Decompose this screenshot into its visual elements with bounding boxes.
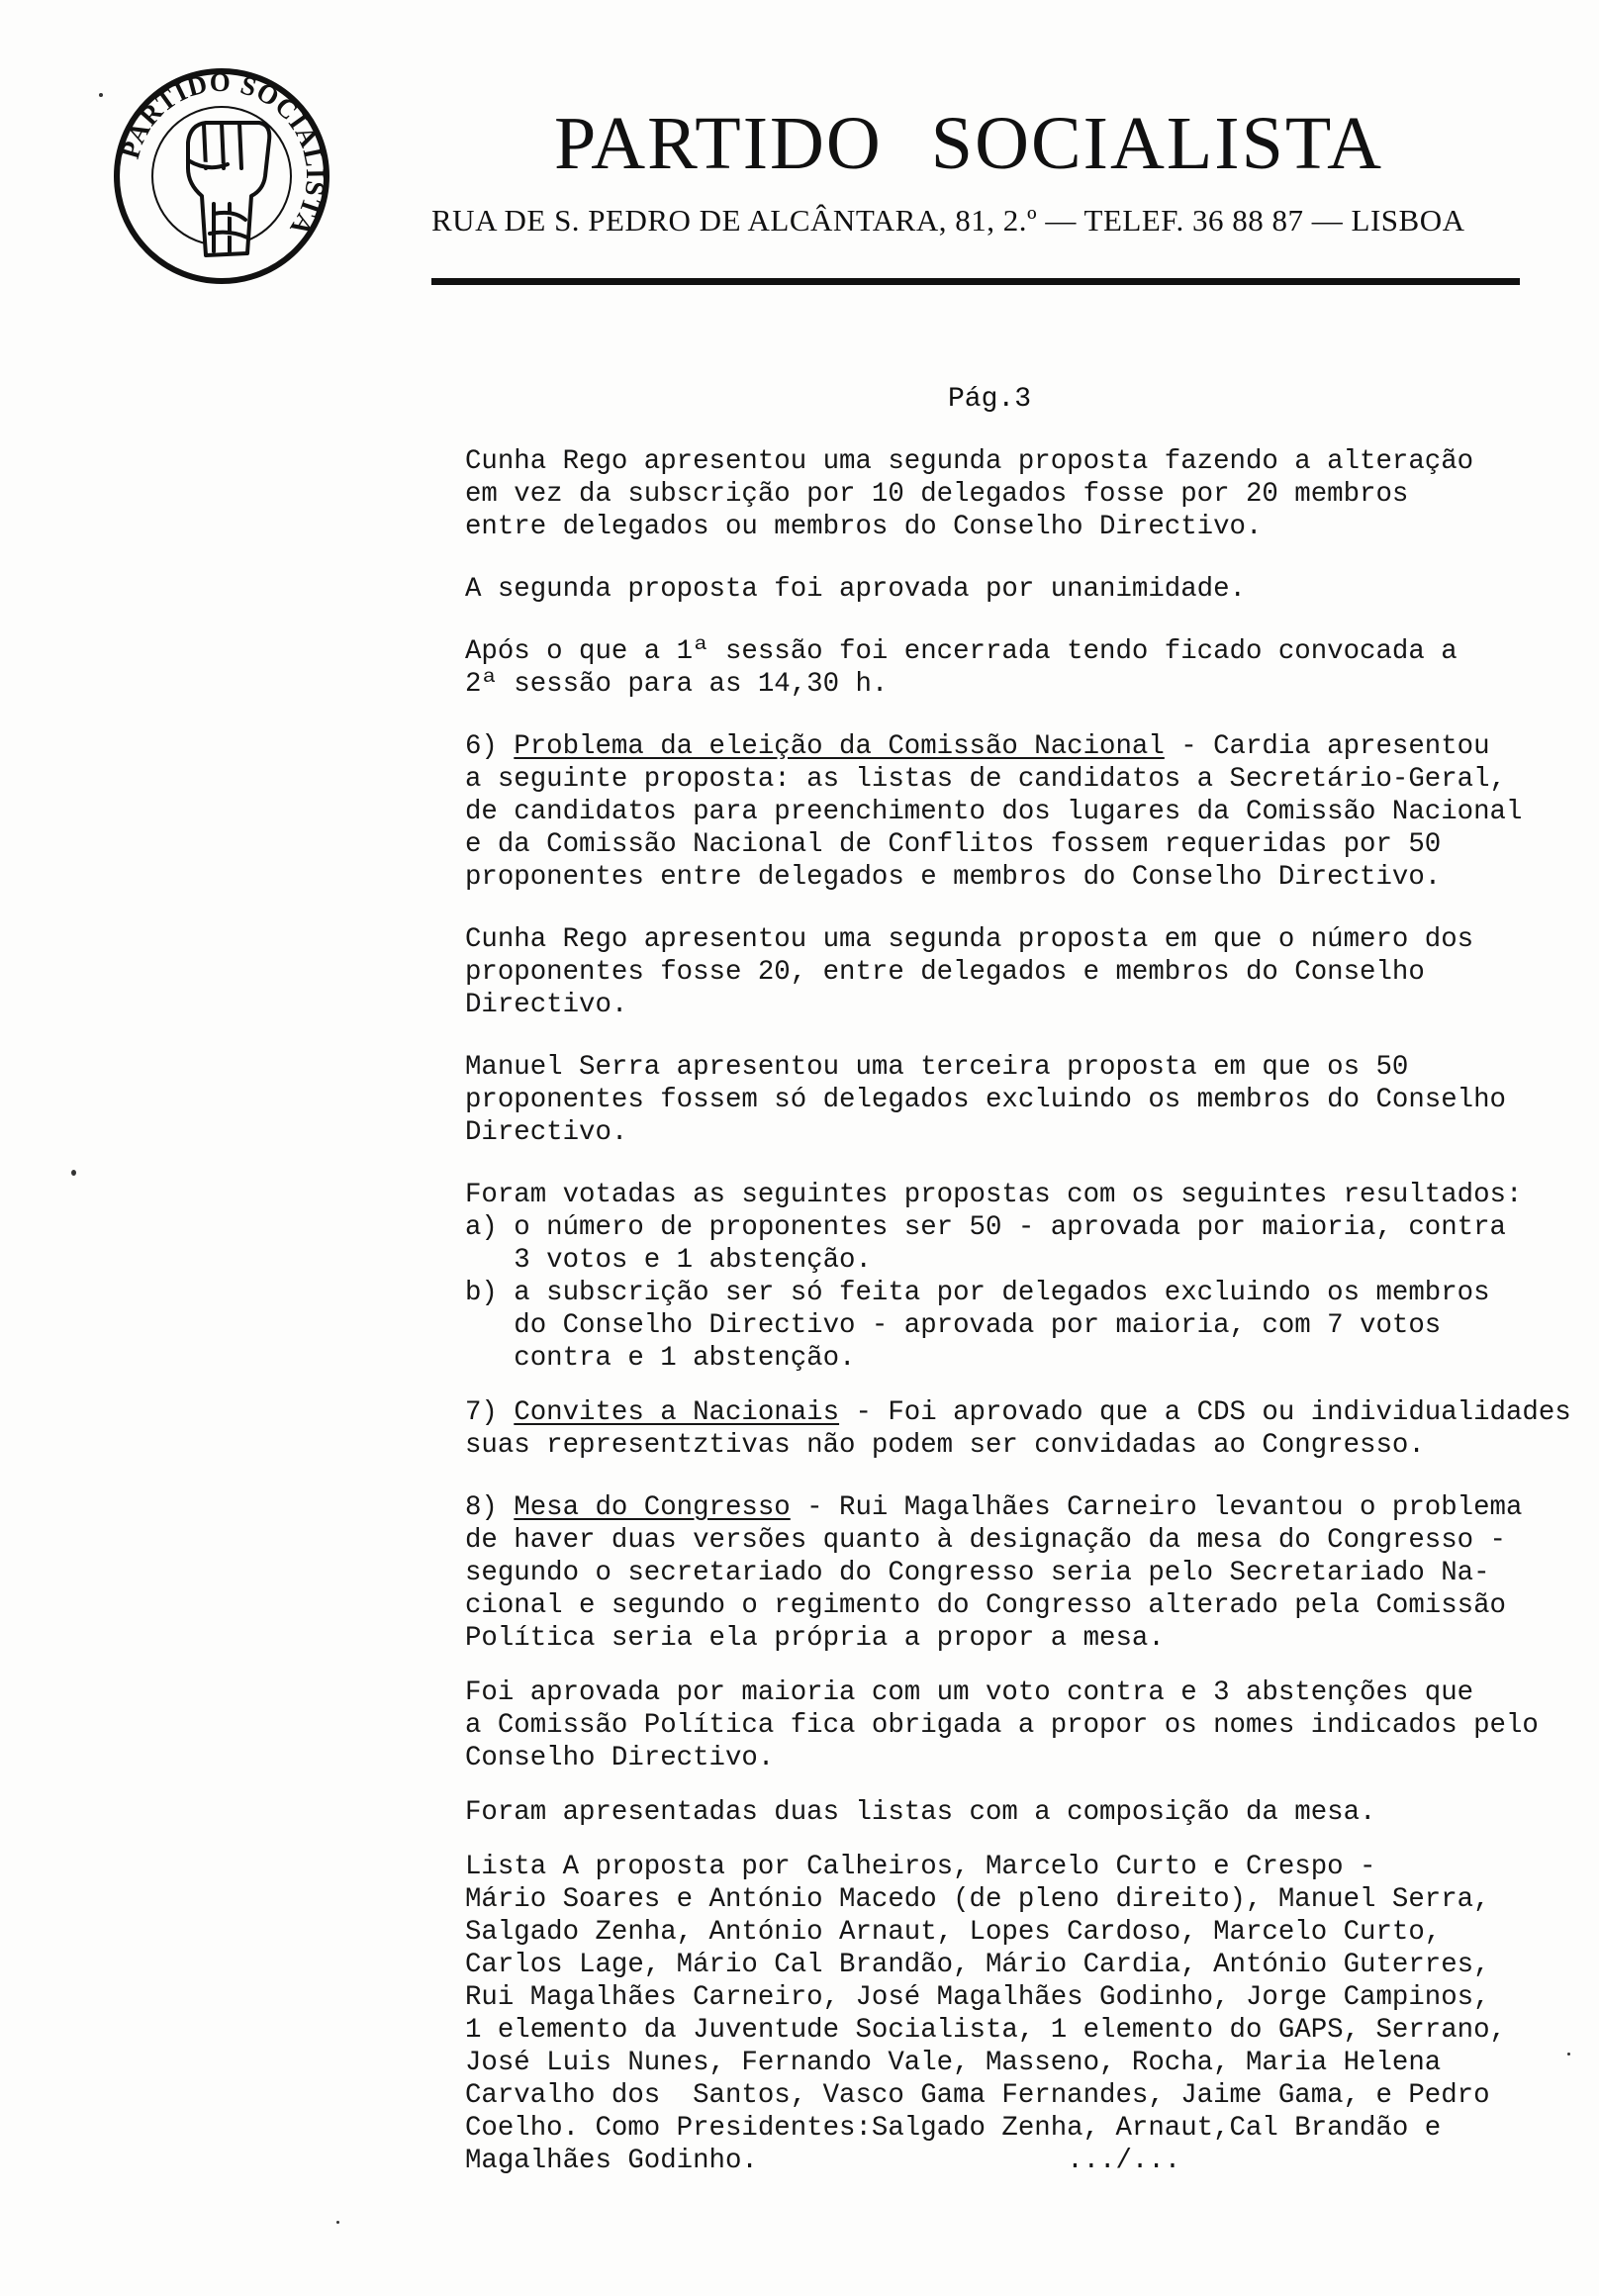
text-line: Após o que a 1ª sessão foi encerrada tendo ficado convocada a [465, 636, 1458, 667]
text-line: Mário Soares e António Macedo (de pleno direito), Manuel Serra, [465, 1884, 1490, 1915]
text-line: Política seria ela própria a propor a mesa. [465, 1623, 1165, 1654]
text-line: Directivo. [465, 1117, 628, 1148]
text-line: Rui Magalhães Carneiro, José Magalhães Godinho, Jorge Campinos, [465, 1982, 1490, 2013]
paragraph-manuel-serra [465, 1051, 1593, 1149]
text-line: a) o número de proponentes ser 50 - aprovada por maioria, contra [465, 1212, 1506, 1243]
party-name: PARTIDO SOCIALISTA [554, 102, 1384, 185]
paragraph-session-close [465, 635, 1593, 701]
text-line: proponentes fossem só delegados excluindo os membros do Conselho [465, 1085, 1506, 1115]
text-line: do Conselho Directivo - aprovada por maioria, com 7 votos [465, 1310, 1442, 1341]
party-logo [111, 65, 332, 287]
text-line: Carvalho dos Santos, Vasco Gama Fernandes, Jaime Gama, e Pedro [465, 2080, 1490, 2111]
text-line: Manuel Serra apresentou uma terceira proposta em que os 50 [465, 1052, 1409, 1083]
text-line: contra e 1 abstenção. [465, 1343, 856, 1374]
text-line: Foram votadas as seguintes propostas com os seguintes resultados: [465, 1180, 1523, 1210]
paragraph-votes [465, 1179, 1593, 1375]
text-line: de haver duas versões quanto à designação da mesa do Congresso - [465, 1525, 1506, 1556]
party-address: RUA DE S. PEDRO DE ALCÂNTARA, 81, 2.º — TELEF. 36 88 87 — LISBOA [431, 203, 1465, 238]
continuation-mark: .../... [1067, 2146, 1181, 2176]
text-line: e da Comissão Nacional de Conflitos fossem requeridas por 50 [465, 829, 1442, 860]
text-line: segundo o secretariado do Congresso seria pelo Secretariado Na- [465, 1558, 1490, 1588]
text-line: Coelho. Como Presidentes:Salgado Zenha, Arnaut,Cal Brandão e [465, 2113, 1442, 2144]
text-line: b) a subscrição ser só feita por delegados excluindo os membros [465, 1278, 1490, 1308]
text-line: a seguinte proposta: as listas de candidatos a Secretário-Geral, [465, 764, 1506, 795]
text-line: Foram apresentadas duas listas com a composição da mesa. [465, 1797, 1376, 1828]
text-line: entre delegados ou membros do Conselho Directivo. [465, 512, 1263, 542]
header-divider [431, 278, 1520, 285]
item-number: 6) [465, 731, 515, 762]
text-line: José Luis Nunes, Fernando Vale, Masseno, Rocha, Maria Helena [465, 2048, 1442, 2078]
fist-rose-emblem-icon [111, 65, 332, 287]
text-line: Lista A proposta por Calheiros, Marcelo Curto e Crespo - [465, 1852, 1376, 1882]
speck [71, 1170, 76, 1176]
text-line: de candidatos para preenchimento dos lugares da Comissão Nacional [465, 797, 1523, 827]
page-number: Pág.3 [948, 384, 1032, 415]
paragraph-item-8 [465, 1491, 1593, 1655]
text-line: - Cardia apresentou [1164, 731, 1490, 762]
paragraph-second-proposal [465, 445, 1593, 543]
text-line: - Foi aprovado que a CDS ou individualidades [839, 1397, 1571, 1428]
text-line: Salgado Zenha, António Arnaut, Lopes Cardoso, Marcelo Curto, [465, 1917, 1442, 1948]
text-line: A segunda proposta foi aprovada por unanimidade. [465, 574, 1246, 605]
minutes-body [465, 445, 1593, 2177]
text-line: 1 elemento da Juventude Socialista, 1 elemento do GAPS, Serrano, [465, 2015, 1506, 2046]
paragraph-unanimity [465, 573, 1593, 606]
text-line: Magalhães Godinho. [465, 2146, 758, 2176]
speck [99, 93, 103, 97]
text-line: proponentes fosse 20, entre delegados e membros do Conselho [465, 957, 1425, 988]
paragraph-approval [465, 1676, 1593, 1774]
paragraph-lists [465, 1796, 1593, 1829]
text-line: Foi aprovada por maioria com um voto contra e 3 abstenções que [465, 1677, 1474, 1708]
paragraph-item-7 [465, 1396, 1593, 1462]
speck [336, 2221, 339, 2224]
item-heading: Problema da eleição da Comissão Nacional [514, 731, 1165, 762]
item-heading: Mesa do Congresso [514, 1492, 791, 1523]
text-line: suas representztivas não podem ser convidadas ao Congresso. [465, 1430, 1425, 1461]
paragraph-cunha-rego [465, 923, 1593, 1021]
text-line: em vez da subscrição por 10 delegados fosse por 20 membros [465, 479, 1409, 510]
speck [1567, 2053, 1570, 2056]
text-line: Directivo. [465, 990, 628, 1020]
text-line: Cunha Rego apresentou uma segunda proposta fazendo a alteração [465, 446, 1474, 477]
text-line: Cunha Rego apresentou uma segunda proposta em que o número dos [465, 924, 1474, 955]
text-line: 2ª sessão para as 14,30 h. [465, 669, 889, 700]
text-line: proponentes entre delegados e membros do Conselho Directivo. [465, 862, 1442, 893]
paragraph-list-a [465, 1851, 1593, 2177]
text-line: - Rui Magalhães Carneiro levantou o problema [790, 1492, 1523, 1523]
text-line: a Comissão Política fica obrigada a propor os nomes indicados pelo [465, 1710, 1539, 1741]
paragraph-item-6 [465, 730, 1593, 894]
item-number: 7) [465, 1397, 515, 1428]
item-heading: Convites a Nacionais [514, 1397, 840, 1428]
text-line: Conselho Directivo. [465, 1743, 775, 1773]
text-line: Carlos Lage, Mário Cal Brandão, Mário Cardia, António Guterres, [465, 1950, 1490, 1980]
logo-ring-text: PARTIDO SOCIALISTA [115, 66, 331, 242]
item-number: 8) [465, 1492, 515, 1523]
text-line: 3 votos e 1 abstenção. [465, 1245, 872, 1276]
text-line: cional e segundo o regimento do Congresso alterado pela Comissão [465, 1590, 1506, 1621]
